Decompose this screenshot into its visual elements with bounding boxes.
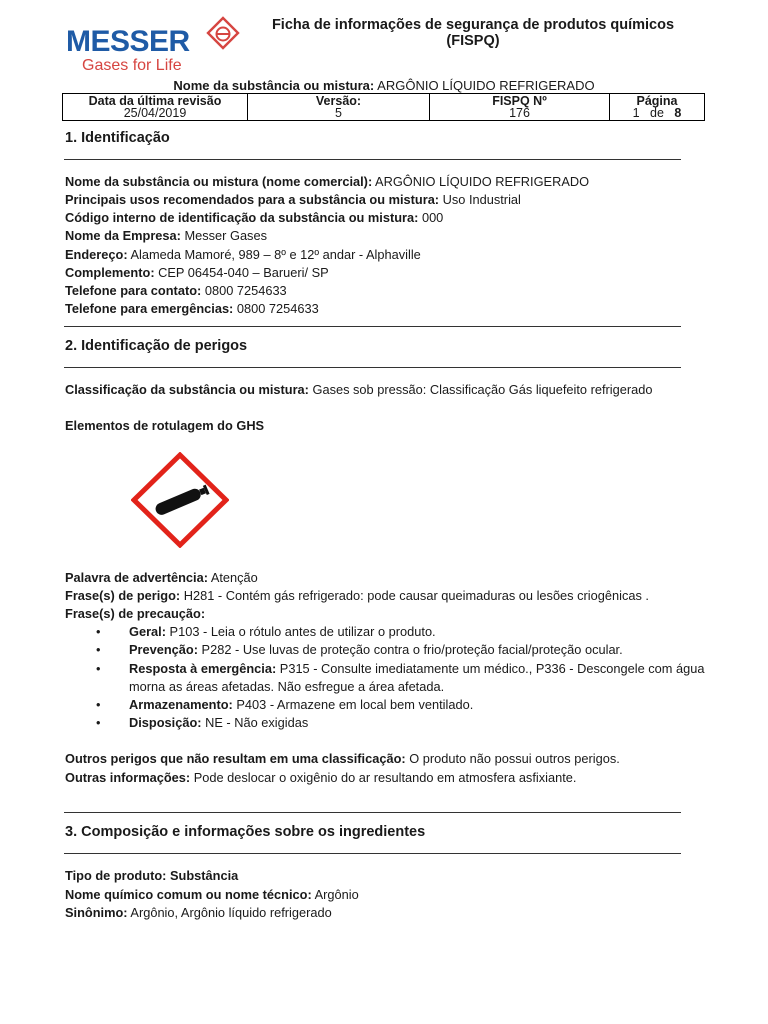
product-type-value: Substância [166, 868, 239, 883]
messer-logo-icon [205, 15, 241, 51]
substance-name-label: Nome da substância ou mistura: [173, 78, 375, 93]
substance-name-value: ARGÔNIO LÍQUIDO REFRIGERADO [377, 78, 595, 93]
classification-row [65, 381, 653, 399]
precaution-heading [65, 605, 205, 623]
contact-phone-value: 0800 7254633 [201, 283, 287, 298]
section2-title: 2. Identificação de perigos [65, 338, 248, 354]
emergency-phone-label: Telefone para emergências: [65, 301, 234, 316]
synonym-value: Argônio, Argônio líquido refrigerado [127, 905, 332, 920]
fispq-number-label: FISPQ Nº [492, 94, 547, 108]
address-row [65, 246, 421, 264]
version-cell [248, 94, 430, 121]
recommended-use-row [65, 191, 521, 209]
bullet-icon: • [96, 715, 101, 730]
bullet-icon: • [96, 642, 101, 657]
chemical-name-label: Nome químico comum ou nome técnico: [65, 887, 312, 902]
precaution-storage-label: Armazenamento: [129, 697, 233, 712]
section3-divider [64, 853, 681, 854]
precaution-prevention [129, 641, 709, 659]
recommended-use-label: Principais usos recomendados para a substância ou mistura: [65, 192, 440, 207]
complement-label: Complemento: [65, 265, 155, 280]
precaution-disposal-value: NE - Não exigidas [201, 715, 309, 730]
document-title-line1: Ficha de informações de segurança de produtos químicos [271, 17, 675, 33]
section2-divider [64, 367, 681, 368]
internal-code-label: Código interno de identificação da substância ou mistura: [65, 210, 419, 225]
complement-row [65, 264, 329, 282]
signal-word-row [65, 569, 258, 587]
contact-phone-row [65, 282, 287, 300]
product-type-row [65, 867, 238, 885]
precaution-disposal [129, 714, 709, 732]
internal-code-value: 000 [418, 210, 444, 225]
version-value: 5 [335, 106, 342, 120]
other-info-row [65, 769, 576, 787]
emergency-phone-row [65, 300, 319, 318]
messer-logo-tagline: Gases for Life [82, 57, 182, 74]
precaution-emergency-value: P315 - Consulte imediatamente um médico., P336 - Descongele com água morna as áreas afetadas. Não esfregue a área afetada. [129, 661, 705, 694]
signal-word-value: Atenção [207, 570, 258, 585]
address-value: Alameda Mamoré, 989 – 8º e 12º andar - Alphaville [127, 247, 421, 262]
other-hazards-value: O produto não possui outros perigos. [405, 751, 620, 766]
hazard-statement-value: H281 - Contém gás refrigerado: pode causar queimaduras ou lesões criogênicas . [180, 588, 649, 603]
ghs-heading-text: Elementos de rotulagem do GHS [65, 418, 265, 433]
precaution-heading-text: Frase(s) de precaução: [65, 606, 206, 621]
substance-name-line [0, 78, 768, 93]
emergency-phone-value: 0800 7254633 [233, 301, 319, 316]
contact-phone-label: Telefone para contato: [65, 283, 202, 298]
document-title [250, 17, 696, 49]
precaution-emergency-response [129, 660, 707, 696]
precaution-prevention-label: Prevenção: [129, 642, 198, 657]
precaution-emergency-label: Resposta à emergência: [129, 661, 277, 676]
fispq-number-value: 176 [509, 106, 530, 120]
complement-value: CEP 06454-040 – Barueri/ SP [154, 265, 329, 280]
page-current: 1 [632, 106, 640, 120]
other-info-value: Pode deslocar o oxigênio do ar resultando em atmosfera asfixiante. [190, 770, 577, 785]
trade-name-label: Nome da substância ou mistura (nome comercial): [65, 174, 373, 189]
classification-label: Classificação da substância ou mistura: [65, 382, 309, 397]
revision-label: Data da última revisão [88, 94, 222, 108]
signal-word-label: Palavra de advertência: [65, 570, 208, 585]
trade-name-row [65, 173, 589, 191]
company-row [65, 227, 267, 245]
precaution-general [129, 623, 709, 641]
precaution-general-label: Geral: [129, 624, 166, 639]
hazard-statement-label: Frase(s) de perigo: [65, 588, 181, 603]
recommended-use-value: Uso Industrial [439, 192, 521, 207]
gas-cylinder-icon [131, 452, 229, 548]
company-value: Messer Gases [180, 228, 267, 243]
internal-code-row [65, 209, 443, 227]
hazard-statement-row [65, 587, 649, 605]
precaution-storage-value: P403 - Armazene em local bem ventilado. [232, 697, 474, 712]
bullet-icon: • [96, 624, 101, 639]
ghs-heading [65, 417, 264, 435]
other-hazards-row [65, 750, 620, 768]
synonym-row [65, 904, 332, 922]
bullet-icon: • [96, 697, 101, 712]
precaution-prevention-value: P282 - Use luvas de proteção contra o frio/proteção facial/proteção ocular. [198, 642, 623, 657]
document-meta-table [62, 93, 705, 121]
revision-cell [63, 94, 248, 121]
chemical-name-row [65, 886, 359, 904]
version-label: Versão: [315, 94, 362, 108]
synonym-label: Sinônimo: [65, 905, 128, 920]
classification-value: Gases sob pressão: Classificação Gás liquefeito refrigerado [308, 382, 653, 397]
page-label: Página [636, 94, 678, 108]
section3-title: 3. Composição e informações sobre os ingredientes [65, 824, 426, 840]
other-hazards-label: Outros perigos que não resultam em uma classificação: [65, 751, 406, 766]
company-label: Nome da Empresa: [65, 228, 181, 243]
precaution-general-value: P103 - Leia o rótulo antes de utilizar o produto. [166, 624, 436, 639]
other-info-label: Outras informações: [65, 770, 191, 785]
section1-divider [64, 159, 681, 160]
address-label: Endereço: [65, 247, 128, 262]
fispq-number-cell [430, 94, 610, 121]
chemical-name-value: Argônio [311, 887, 359, 902]
document-title-line2: (FISPQ) [446, 33, 500, 49]
section1-title: 1. Identificação [65, 130, 170, 146]
revision-value: 25/04/2019 [123, 106, 187, 120]
precaution-storage [129, 696, 709, 714]
bullet-icon: • [96, 661, 101, 676]
page-cell [610, 94, 705, 121]
product-type-label: Tipo de produto: [65, 868, 167, 883]
section2-top-divider [64, 326, 681, 327]
page-total: 8 [674, 106, 682, 120]
trade-name-value: ARGÔNIO LÍQUIDO REFRIGERADO [372, 174, 590, 189]
precaution-disposal-label: Disposição: [129, 715, 202, 730]
page-of: de [650, 106, 664, 120]
section3-top-divider [64, 812, 681, 813]
messer-logo-word: MESSER [66, 25, 190, 58]
